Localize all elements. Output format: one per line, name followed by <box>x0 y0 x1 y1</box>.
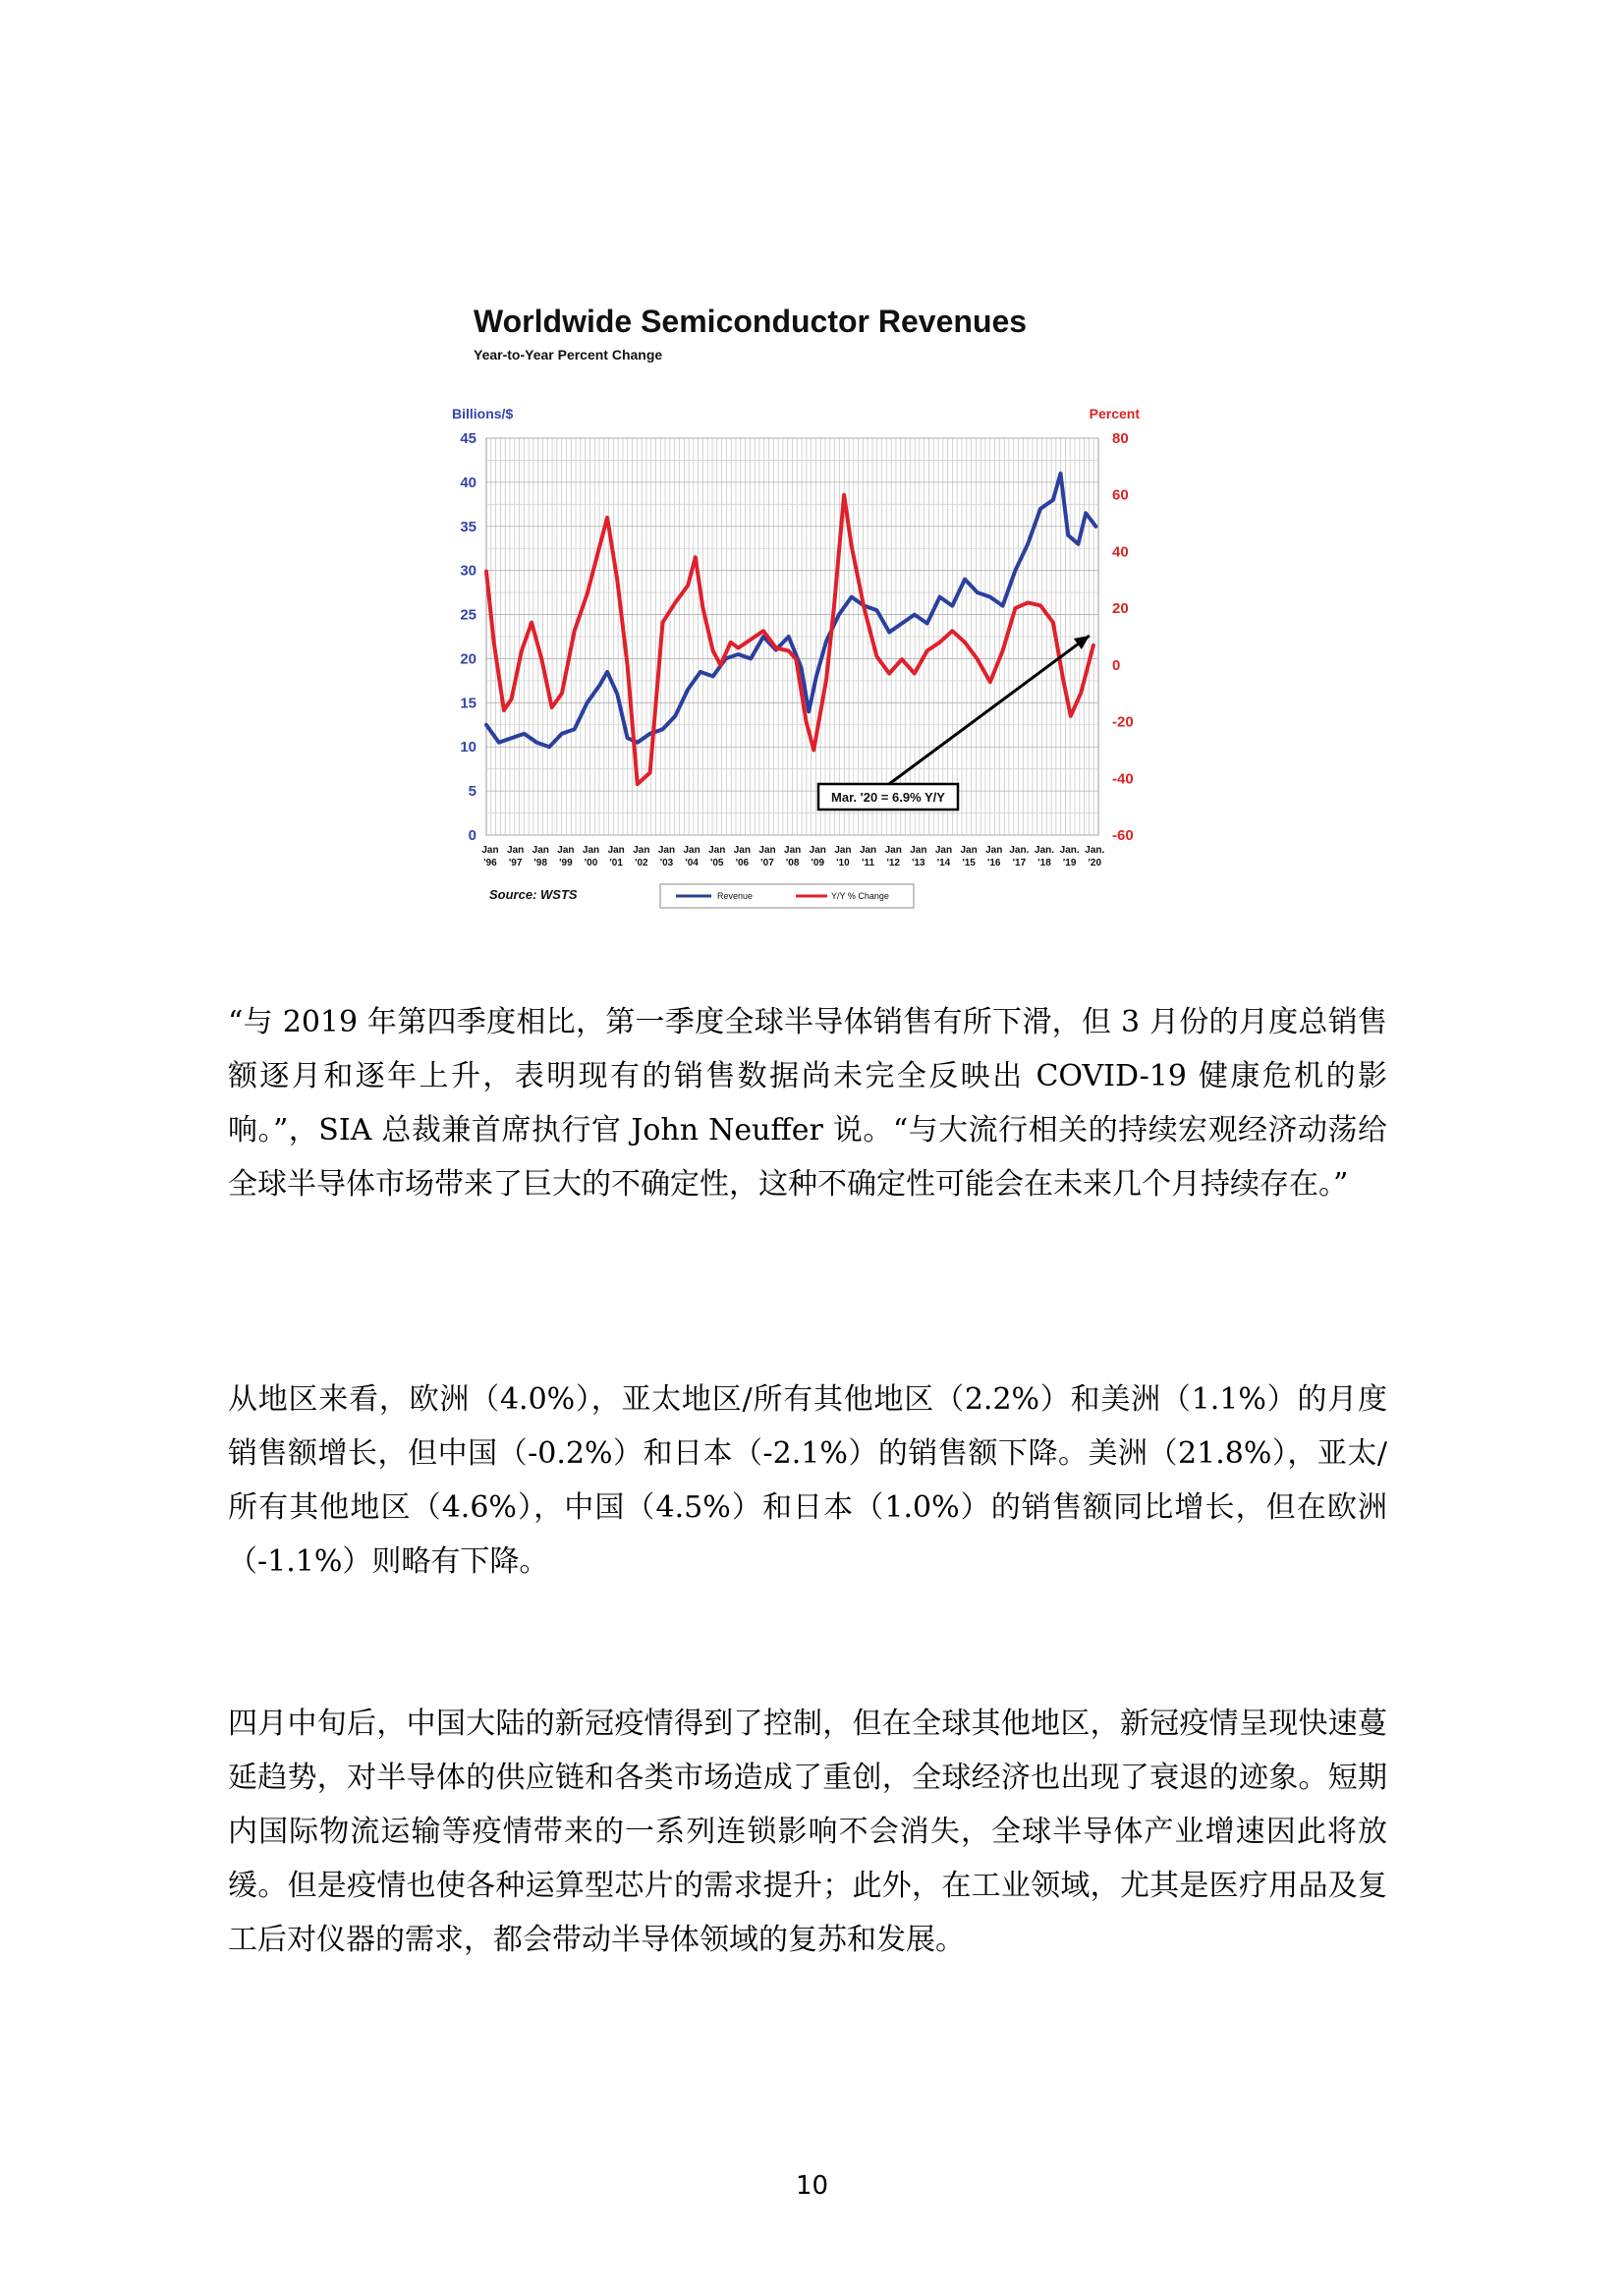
x-tick-label-month: Jan <box>910 845 927 856</box>
right-tick-label: 20 <box>1112 600 1129 618</box>
semiconductor-revenue-chart <box>452 295 1140 924</box>
x-tick-label-year: '08 <box>785 858 800 868</box>
x-tick-label-month: Jan <box>481 845 499 856</box>
x-tick-label-month: Jan <box>834 845 852 856</box>
x-tick-label-year: '03 <box>659 858 674 868</box>
x-tick-label-year: '00 <box>584 858 598 868</box>
x-tick-label-year: '20 <box>1088 858 1102 868</box>
x-tick-label-month: Jan <box>809 845 826 856</box>
chart-source: Source: WSTS <box>489 887 578 902</box>
x-tick-label-month: Jan. <box>1009 845 1030 856</box>
x-tick-label-year: '97 <box>508 858 523 868</box>
x-tick-label-month: Jan. <box>1085 845 1105 856</box>
left-tick-label: 10 <box>460 739 476 756</box>
x-tick-label-month: Jan <box>582 845 600 856</box>
legend-label-revenue: Revenue <box>717 891 754 901</box>
x-tick-label-month: Jan. <box>1059 845 1080 856</box>
x-tick-label-month: Jan <box>960 845 978 856</box>
right-tick-label: 60 <box>1112 486 1129 504</box>
x-tick-label-month: Jan. <box>1035 845 1055 856</box>
x-tick-label-year: '99 <box>559 858 573 868</box>
left-axis-label: Billions/$ <box>452 406 514 421</box>
x-tick-label-month: Jan <box>607 845 625 856</box>
x-tick-label-month: Jan <box>784 845 802 856</box>
x-tick-label-year: '05 <box>709 858 724 868</box>
right-tick-label: -20 <box>1112 713 1134 731</box>
legend-label-yoy: Y/Y % Change <box>831 891 889 901</box>
x-tick-label-month: Jan <box>758 845 776 856</box>
x-tick-label-year: '11 <box>862 858 875 868</box>
x-tick-label-year: '16 <box>986 858 1001 868</box>
x-tick-label-year: '02 <box>635 858 648 868</box>
right-tick-label: 40 <box>1112 543 1129 561</box>
x-tick-label-year: '98 <box>533 858 548 868</box>
chart-canvas <box>452 295 1140 924</box>
x-tick-label-year: '17 <box>1012 858 1027 868</box>
right-axis-label: Percent <box>1089 406 1140 421</box>
left-tick-label: 15 <box>460 695 476 712</box>
x-tick-label-month: Jan <box>532 845 549 856</box>
x-tick-label-month: Jan <box>507 845 525 856</box>
x-tick-label-year: '12 <box>886 858 900 868</box>
x-tick-label-year: '14 <box>936 858 951 868</box>
x-tick-label-year: '07 <box>760 858 774 868</box>
x-tick-label-month: Jan <box>859 845 877 856</box>
x-tick-label-year: '04 <box>685 858 699 868</box>
x-tick-label-month: Jan <box>934 845 953 856</box>
x-tick-label-month: Jan <box>557 845 575 856</box>
x-tick-label-month: Jan <box>633 845 650 856</box>
x-tick-label-year: '15 <box>962 858 976 868</box>
chart-subtitle: Year-to-Year Percent Change <box>474 347 663 363</box>
paragraph-regions: 从地区来看，欧洲（4.0%），亚太地区/所有其他地区（2.2%）和美洲（1.1%）的月度销售额增长，但中国（-0.2%）和日本（-2.1%）的销售额下降。美洲（21.8%），亚太/所有其他地区（4.6%），中国（4.5%）和日本（1.0%）的销售额同比增长，但在欧洲（-1.1%）则略有下降。 <box>228 1382 1387 1579</box>
left-tick-label: 25 <box>460 606 476 624</box>
paragraph-outlook: 四月中旬后，中国大陆的新冠疫情得到了控制，但在全球其他地区，新冠疫情呈现快速蔓延趋势，对半导体的供应链和各类市场造成了重创，全球经济也出现了衰退的迹象。短期内国际物流运输等疫情带来的一系列连锁影响不会消失，全球半导体产业增速因此将放缓。但是疫情也使各种运算型芯片的需求提升；此外，在工业领域，尤其是医疗用品及复工后对仪器的需求，都会带动半导体领域的复苏和发展。 <box>228 1707 1387 1957</box>
right-tick-label: -40 <box>1112 770 1134 788</box>
x-tick-label-month: Jan <box>657 845 676 856</box>
x-tick-label-month: Jan <box>884 845 902 856</box>
left-tick-label: 45 <box>460 430 476 447</box>
paragraph-quote: “与 2019 年第四季度相比，第一季度全球半导体销售有所下滑，但 3 月份的月度总销售额逐月和逐年上升，表明现有的销售数据尚未完全反映出 COVID-19 健康危机的影响。”，SIA 总裁兼首席执行官 John Neuffer 说。“与大流行相关的持续宏观经济动荡给全球半导体市场带来了巨大的不确定性，这种不确定性可能会在未来几个月持续存在。” <box>228 1005 1387 1202</box>
right-tick-label: -60 <box>1112 827 1134 844</box>
right-tick-label: 0 <box>1112 656 1121 674</box>
x-tick-label-year: '19 <box>1062 858 1077 868</box>
right-tick-label: 80 <box>1112 430 1129 447</box>
left-tick-label: 5 <box>468 783 476 801</box>
x-tick-label-month: Jan <box>708 845 726 856</box>
x-tick-label-year: '18 <box>1037 858 1051 868</box>
x-tick-label-month: Jan <box>683 845 700 856</box>
x-tick-label-year: '10 <box>836 858 850 868</box>
x-tick-label-year: '96 <box>483 858 497 868</box>
x-tick-label-year: '09 <box>811 858 825 868</box>
page-number: 10 <box>795 2171 829 2201</box>
x-tick-label-month: Jan <box>985 845 1003 856</box>
x-tick-label-year: '01 <box>609 858 623 868</box>
annotation-text: Mar. '20 = 6.9% Y/Y <box>831 790 945 805</box>
x-tick-label-year: '06 <box>735 858 750 868</box>
left-tick-label: 35 <box>460 518 476 535</box>
left-tick-label: 20 <box>460 650 476 668</box>
chart-title: Worldwide Semiconductor Revenues <box>474 304 1028 339</box>
x-tick-label-month: Jan <box>733 845 751 856</box>
left-tick-label: 40 <box>460 474 476 491</box>
left-tick-label: 30 <box>460 562 476 580</box>
x-tick-label-year: '13 <box>912 858 925 868</box>
left-tick-label: 0 <box>468 827 476 844</box>
